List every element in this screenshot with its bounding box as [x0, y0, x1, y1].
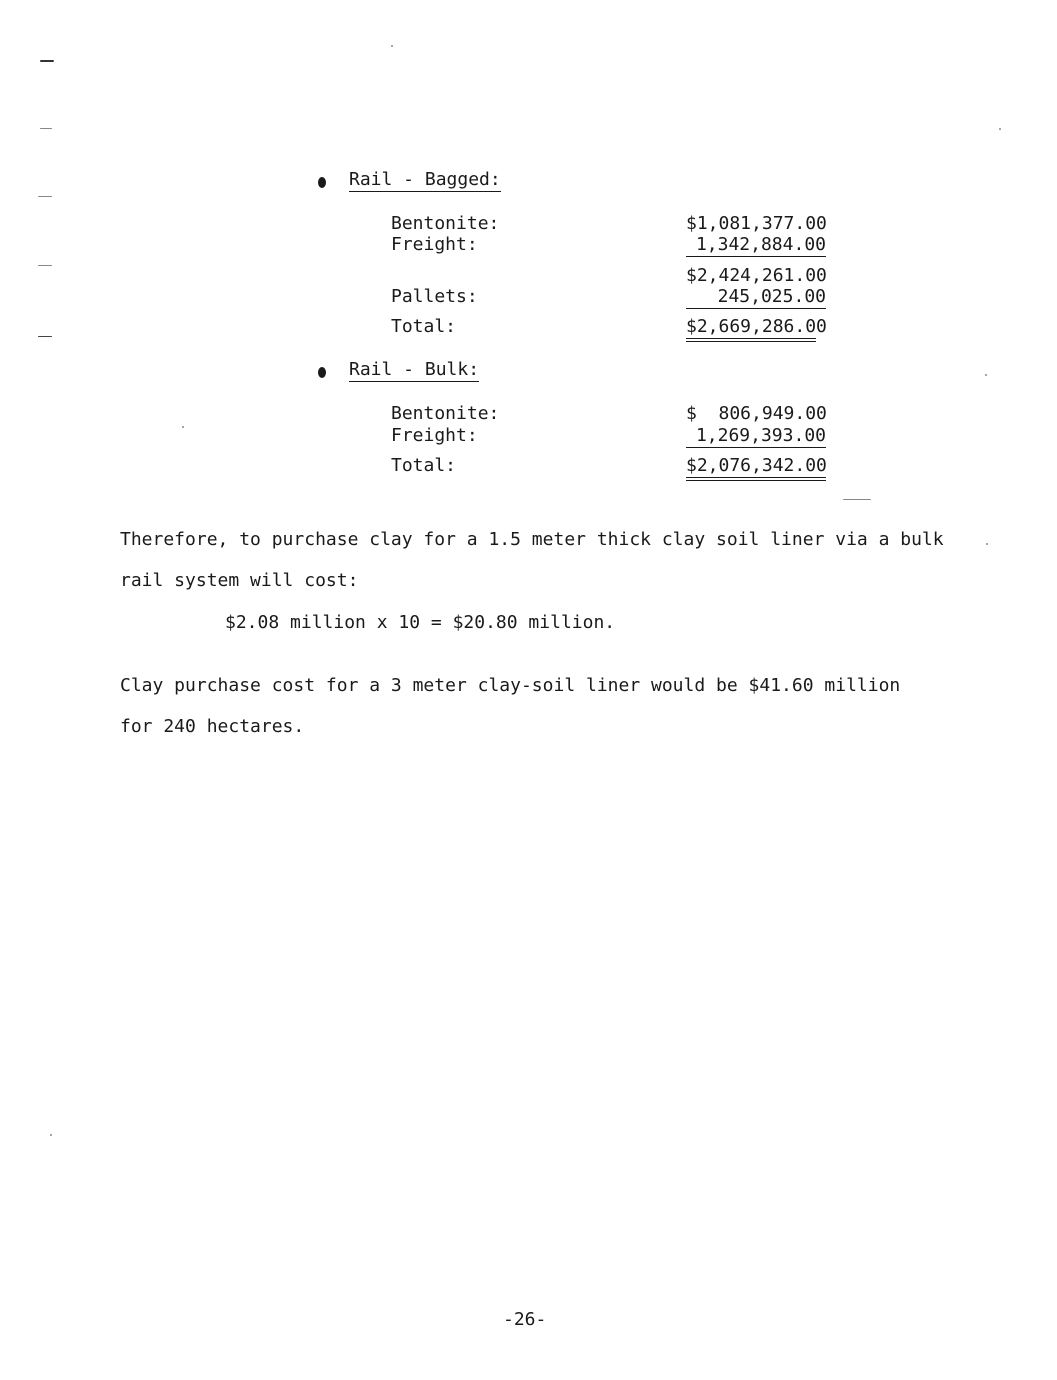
row-label-total: Total: — [391, 316, 457, 337]
bullet-icon — [318, 367, 326, 378]
scan-artifact — [38, 196, 52, 197]
row-amount-bentonite: $1,081,377.00 — [686, 213, 827, 234]
scan-artifact — [843, 499, 871, 500]
row-amount-subtotal: $2,424,261.00 — [686, 265, 827, 286]
scan-artifact — [985, 374, 987, 376]
row-label-freight: Freight: — [391, 234, 478, 255]
section-heading-rail-bagged: Rail - Bagged: — [349, 169, 501, 190]
section-heading-rail-bulk: Rail - Bulk: — [349, 359, 480, 380]
cost-equation: $2.08 million x 10 = $20.80 million. — [225, 612, 616, 633]
scan-artifact — [38, 336, 52, 337]
row-label-bentonite: Bentonite: — [391, 213, 500, 234]
paragraph-line: rail system will cost: — [120, 570, 359, 591]
scan-artifact — [182, 426, 184, 428]
row-amount-freight: 1,342,884.00 — [686, 234, 826, 257]
scan-artifact — [50, 1134, 52, 1136]
paragraph-line: Therefore, to purchase clay for a 1.5 meter thick clay soil liner via a bulk — [120, 529, 944, 550]
scan-artifact — [999, 128, 1001, 130]
scan-artifact — [40, 60, 54, 62]
scan-artifact — [40, 128, 52, 129]
scan-artifact — [38, 265, 52, 266]
row-label-total: Total: — [391, 455, 457, 476]
paragraph-line: Clay purchase cost for a 3 meter clay-soil liner would be $41.60 million — [120, 675, 901, 696]
page-number: -26- — [503, 1309, 547, 1330]
row-amount-freight: 1,269,393.00 — [686, 425, 826, 448]
row-amount-total: $2,669,286.00 — [686, 316, 816, 342]
row-label-bentonite: Bentonite: — [391, 403, 500, 424]
row-label-pallets: Pallets: — [391, 286, 478, 307]
row-amount-bentonite: $ 806,949.00 — [686, 403, 827, 424]
paragraph-line: for 240 hectares. — [120, 716, 305, 737]
row-amount-pallets: 245,025.00 — [686, 286, 826, 309]
bullet-icon — [318, 177, 326, 188]
scan-artifact — [986, 543, 988, 545]
row-label-freight: Freight: — [391, 425, 478, 446]
scan-artifact — [391, 45, 393, 47]
row-amount-total: $2,076,342.00 — [686, 455, 826, 481]
